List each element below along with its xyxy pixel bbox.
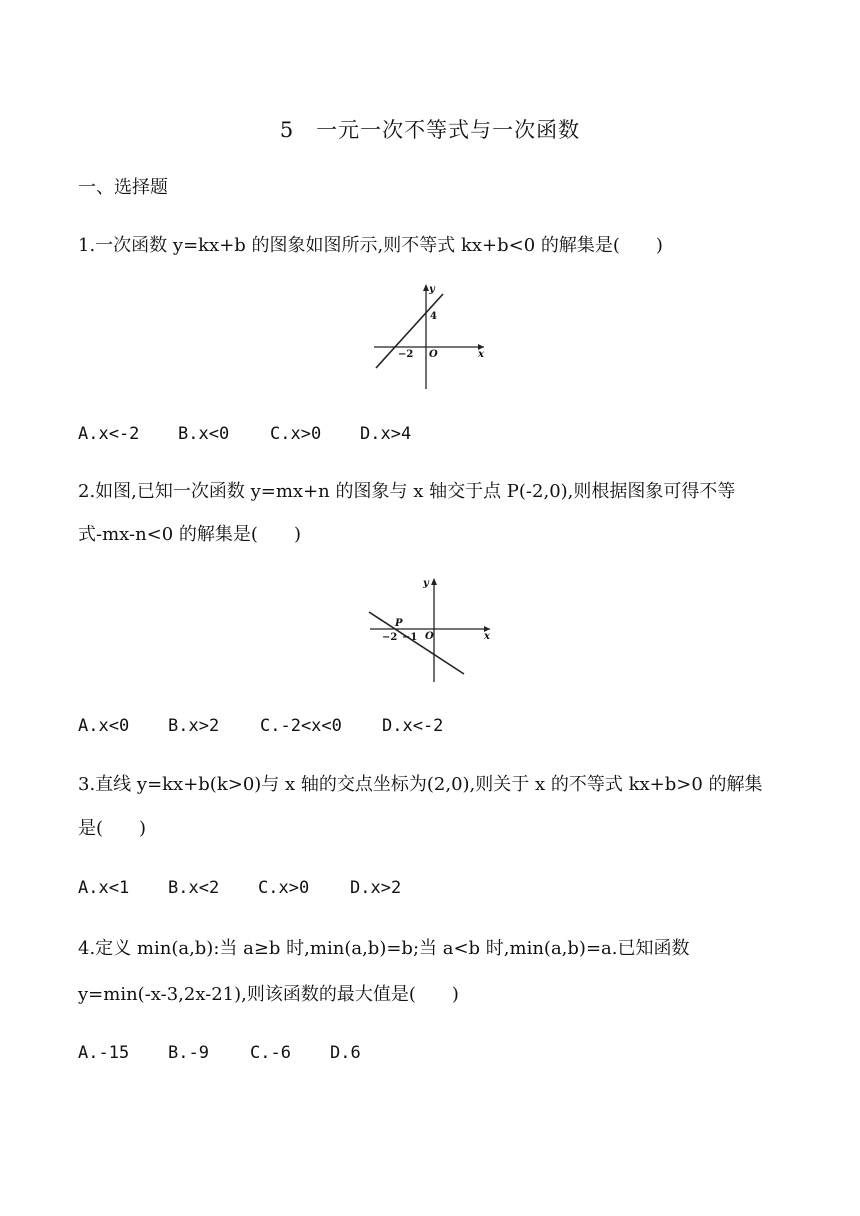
option-c: C.-6 <box>250 1043 291 1063</box>
option-d: D.x>4 <box>360 424 412 444</box>
tick-label-neg-2: −2 <box>382 632 398 643</box>
y-axis-label: y <box>429 284 435 295</box>
x-intercept-label: −2 <box>398 349 414 360</box>
question-4-stem-line-2: y=min(-x-3,2x-21),则该函数的最大值是( ) <box>78 984 459 1005</box>
question-1-graph <box>368 282 488 394</box>
question-2-stem-line-1: 2.如图,已知一次函数 y=mx+n 的图象与 x 轴交于点 P(-2,0),则根据图象可得不等 <box>78 481 736 502</box>
y-axis-label: y <box>423 578 429 589</box>
tick-label-neg-1: −1 <box>402 632 418 643</box>
option-a: A.-15 <box>78 1043 130 1063</box>
section-heading: 一、选择题 <box>78 177 168 198</box>
option-d: D.x>2 <box>350 878 402 898</box>
option-b: B.x<0 <box>178 424 230 444</box>
x-axis-label: x <box>478 349 484 360</box>
question-2-options <box>78 716 443 736</box>
question-3-stem-line-1: 3.直线 y=kx+b(k>0)与 x 轴的交点坐标为(2,0),则关于 x 的不等式 kx+b>0 的解集 <box>78 774 763 795</box>
option-a: A.x<-2 <box>78 424 140 444</box>
origin-label: O <box>429 349 438 360</box>
option-b: B.x>2 <box>168 716 220 736</box>
option-d: D.x<-2 <box>382 716 444 736</box>
option-c: C.x>0 <box>258 878 310 898</box>
page-title: 5 一元一次不等式与一次函数 <box>279 118 581 142</box>
question-2-stem-line-2: 式-mx-n<0 的解集是( ) <box>78 524 301 545</box>
question-3-stem-line-2: 是( ) <box>78 818 147 839</box>
option-a: A.x<0 <box>78 716 130 736</box>
function-line <box>369 612 464 674</box>
question-4-options <box>78 1043 361 1063</box>
option-c: C.x>0 <box>270 424 322 444</box>
option-b: B.x<2 <box>168 878 220 898</box>
y-intercept-label: 4 <box>430 311 437 322</box>
origin-label: O <box>425 631 434 642</box>
option-b: B.-9 <box>168 1043 209 1063</box>
option-a: A.x<1 <box>78 878 130 898</box>
point-p-label: P <box>395 618 403 629</box>
option-c: C.-2<x<0 <box>260 716 342 736</box>
option-d: D.6 <box>330 1043 361 1063</box>
question-3-options <box>78 878 401 898</box>
question-1-stem: 1.一次函数 y=kx+b 的图象如图所示,则不等式 kx+b<0 的解集是( ) <box>78 235 663 256</box>
question-1-options <box>78 424 411 444</box>
y-axis-arrow-icon <box>431 578 437 585</box>
x-axis-label: x <box>484 631 490 642</box>
question-2-graph <box>364 574 494 686</box>
question-4-stem-line-1: 4.定义 min(a,b):当 a≥b 时,min(a,b)=b;当 a<b 时,min(a,b)=a.已知函数 <box>78 938 690 959</box>
